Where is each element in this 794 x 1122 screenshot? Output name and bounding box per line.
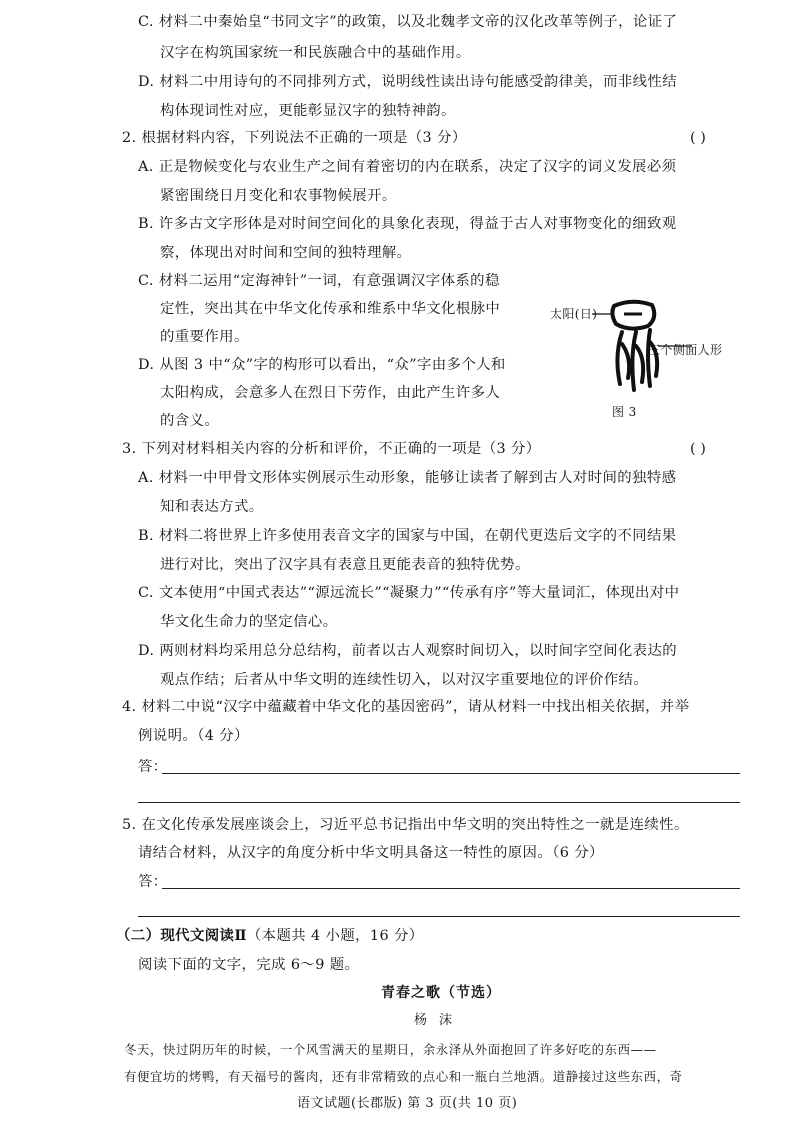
q4-answer-line-1[interactable]	[162, 773, 740, 774]
section-heading-note: （本题共 4 小题，16 分）	[246, 928, 424, 944]
q5-answer-line-2[interactable]	[138, 916, 740, 917]
question-4-line-2: 例说明。（4 分）	[138, 728, 249, 744]
figure-caption: 图 3	[612, 405, 637, 419]
q2-option-d-line-3: 的含义。	[160, 413, 220, 429]
q3-option-d-line-2: 观点作结；后者从中华文明的连续性切入，以对汉字重要地位的评价作结。	[160, 672, 649, 688]
section-heading	[116, 926, 424, 946]
question-3: 3. 下列对材料相关内容的分析和评价，不正确的一项是（3 分）	[122, 441, 541, 457]
q3-option-a-line-2: 知和表达方式。	[160, 499, 264, 515]
people-label: 三个侧面人形	[648, 343, 723, 357]
q4-answer-label: 答：	[138, 759, 168, 775]
question-4-line-1: 4. 材料二中说“汉字中蕴藏着中华文化的基因密码”，请从材料一中找出相关依据，并举	[122, 699, 690, 715]
passage-title: 青春之歌（节选）	[381, 985, 501, 1001]
reading-instruction: 阅读下面的文字，完成 6～9 题。	[138, 957, 360, 973]
q5-answer-line-1[interactable]	[162, 888, 740, 889]
q4-answer-line-2[interactable]	[138, 802, 740, 803]
q2-option-b-line-2: 察，体现出对时间和空间的独特理解。	[160, 245, 412, 261]
answer-bracket-q2[interactable]: ( )	[690, 130, 706, 146]
question-2: 2. 根据材料内容，下列说法不正确的一项是（3 分）	[122, 130, 467, 146]
option-c-line-2: 汉字在构筑国家统一和民族融合中的基础作用。	[160, 45, 471, 61]
q2-option-c-line-1: C. 材料二运用“定海神针”一词，有意强调汉字体系的稳	[138, 273, 500, 289]
option-d-line-2: 构体现词性对应，更能彰显汉字的独特神韵。	[160, 103, 456, 119]
question-5-line-1: 5. 在文化传承发展座谈会上，习近平总书记指出中华文明的突出特性之一就是连续性。	[122, 817, 689, 833]
passage-author: 杨沫	[414, 1013, 465, 1028]
q2-option-d-line-2: 太阳构成，会意多人在烈日下劳作，由此产生许多人	[160, 385, 501, 401]
oracle-bone-character-icon	[592, 296, 692, 406]
q3-option-c-line-1: C. 文本使用“中国式表达”“源远流长”“凝聚力”“传承有序”等大量词汇，体现出对中	[138, 585, 680, 601]
page-footer: 语文试题(长郡版) 第 3 页(共 10 页)	[297, 1096, 518, 1111]
q3-option-b-line-1: B. 材料二将世界上许多使用表音文字的国家与中国，在朝代更迭后文字的不同结果	[138, 528, 677, 544]
passage-paragraph-line-2: 有便宜坊的烤鸭，有天福号的酱肉，还有非常精致的点心和一瓶白兰地酒。道静接过这些东西，奇	[124, 1069, 683, 1084]
q2-option-a-line-2: 紧密围绕日月变化和农事物候展开。	[160, 188, 397, 204]
option-d-line-1: D. 材料二中用诗句的不同排列方式，说明线性读出诗句能感受韵律美，而非线性结	[138, 74, 678, 90]
figure-3	[550, 292, 746, 422]
q2-option-c-line-3: 的重要作用。	[160, 329, 249, 345]
q3-option-a-line-1: A. 材料一中甲骨文形体实例展示生动形象，能够让读者了解到古人对时间的独特感	[138, 470, 677, 486]
q2-option-b-line-1: B. 许多古文字形体是对时间空间化的具象化表现，得益于古人对事物变化的细致观	[138, 216, 677, 232]
question-5-line-2: 请结合材料，从汉字的角度分析中华文明具备这一特性的原因。（6 分）	[138, 845, 604, 861]
q3-option-d-line-1: D. 两则材料均采用总分总结构，前者以古人观察时间切入，以时间字空间化表达的	[138, 643, 678, 659]
answer-bracket-q3[interactable]: ( )	[690, 441, 706, 457]
option-c-line-1: C. 材料二中秦始皇“书同文字”的政策，以及北魏孝文帝的汉化改革等例子，论证了	[138, 14, 678, 30]
q2-option-d-line-1: D. 从图 3 中“众”字的构形可以看出，“众”字由多个人和	[138, 357, 506, 373]
section-heading-main: （二）现代文阅读Ⅱ	[116, 927, 247, 944]
sun-label: 太阳(日)	[550, 307, 598, 321]
q3-option-c-line-2: 华文化生命力的坚定信心。	[160, 614, 338, 630]
q5-answer-label: 答：	[138, 874, 168, 890]
passage-paragraph-line-1: 冬天，快过阴历年的时候，一个风雪满天的星期日，余永泽从外面抱回了许多好吃的东西——	[124, 1042, 657, 1057]
q2-option-c-line-2: 定性，突出其在中华文化传承和维系中华文化根脉中	[160, 301, 501, 317]
q3-option-b-line-2: 进行对比，突出了汉字具有表意且更能表音的独特优势。	[160, 557, 530, 573]
q2-option-a-line-1: A. 正是物候变化与农业生产之间有着密切的内在联系，决定了汉字的词义发展必须	[138, 159, 677, 175]
